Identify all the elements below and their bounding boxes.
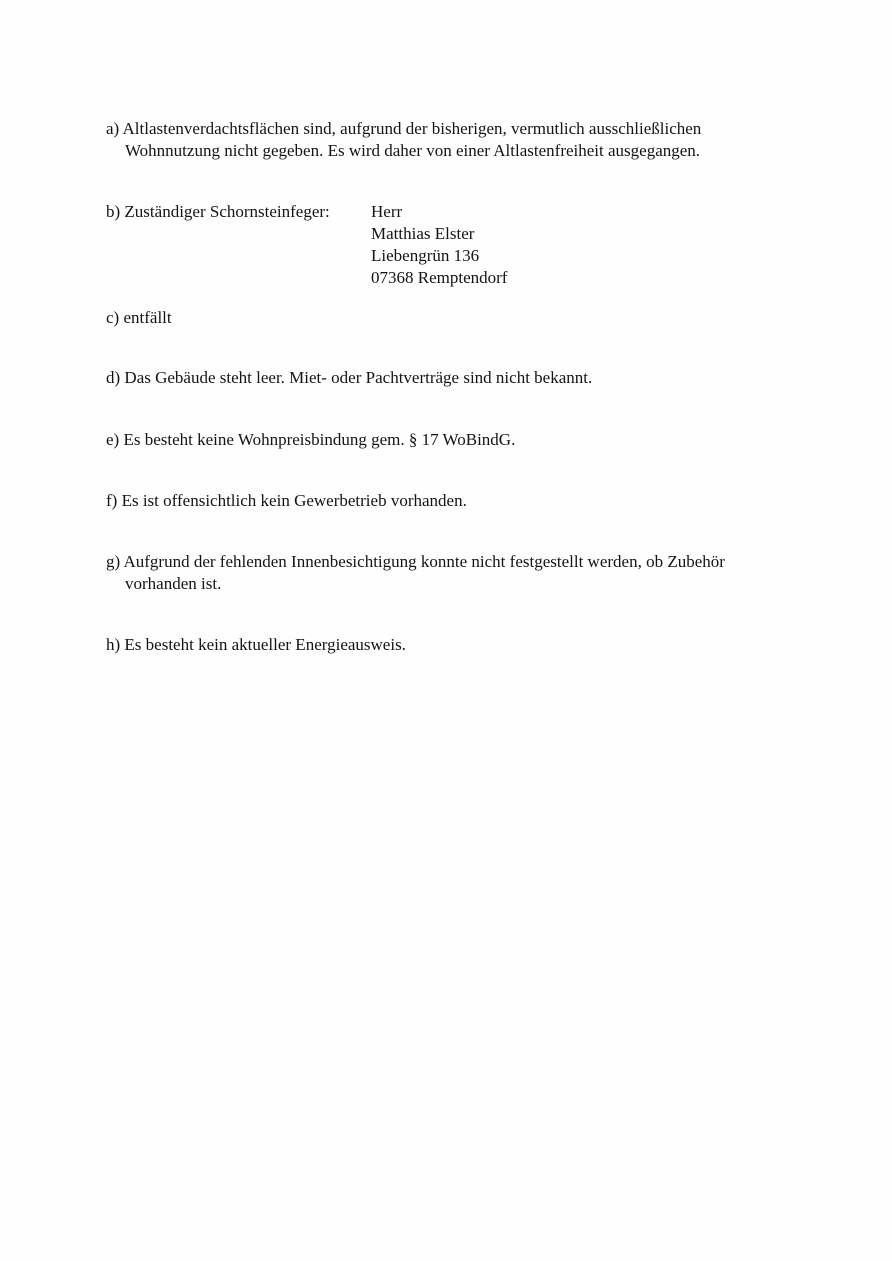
- item-b-text: Zuständiger Schornsteinfeger:: [124, 202, 330, 221]
- item-b-heading: [106, 201, 330, 223]
- item-b-address: [371, 201, 507, 289]
- item-h-text: Es besteht kein aktueller Energieausweis.: [124, 635, 406, 654]
- item-b-label: b): [106, 202, 121, 221]
- item-g-text-1: Aufgrund der fehlenden Innenbesichtigung konnte nicht festgestellt werden, ob Zubehör: [123, 552, 725, 571]
- item-h-energieausweis: [106, 634, 786, 656]
- item-d-label: d): [106, 368, 121, 387]
- item-a-line-1: [106, 118, 786, 140]
- item-f-text: Es ist offensichtlich kein Gewerbetrieb vorhanden.: [121, 491, 467, 510]
- item-f-gewerbebetrieb: [106, 490, 786, 512]
- item-a-text-1: Altlastenverdachtsflächen sind, aufgrund der bisherigen, vermutlich ausschließlichen: [122, 119, 702, 138]
- item-f-label: f): [106, 491, 118, 510]
- item-g-zubehoer: [106, 551, 786, 595]
- address-salutation: Herr: [371, 202, 403, 221]
- item-a-label: a): [106, 119, 120, 138]
- item-d-text: Das Gebäude steht leer. Miet- oder Pachtverträge sind nicht bekannt.: [124, 368, 593, 387]
- item-a-altlasten: [106, 118, 786, 162]
- address-city: 07368 Remptendorf: [371, 268, 508, 287]
- address-name: Matthias Elster: [371, 224, 475, 243]
- item-e-wohnpreisbindung: [106, 429, 786, 451]
- item-c-entfaellt: [106, 307, 786, 329]
- item-e-label: e): [106, 430, 120, 449]
- item-c-text: entfällt: [123, 308, 172, 327]
- item-g-text-2: vorhanden ist.: [125, 574, 222, 593]
- item-e-text: Es besteht keine Wohnpreisbindung gem. § 17 WoBindG.: [123, 430, 516, 449]
- item-b-schornsteinfeger: [106, 201, 806, 289]
- item-g-line-1: [106, 551, 786, 573]
- address-street: Liebengrün 136: [371, 246, 480, 265]
- item-h-label: h): [106, 635, 121, 654]
- item-b-row: [106, 201, 806, 289]
- item-g-label: g): [106, 552, 121, 571]
- item-d-mietvertraege: [106, 367, 786, 389]
- item-a-text-2: Wohnnutzung nicht gegeben. Es wird daher von einer Altlastenfreiheit ausgegangen.: [125, 141, 701, 160]
- item-c-label: c): [106, 308, 120, 327]
